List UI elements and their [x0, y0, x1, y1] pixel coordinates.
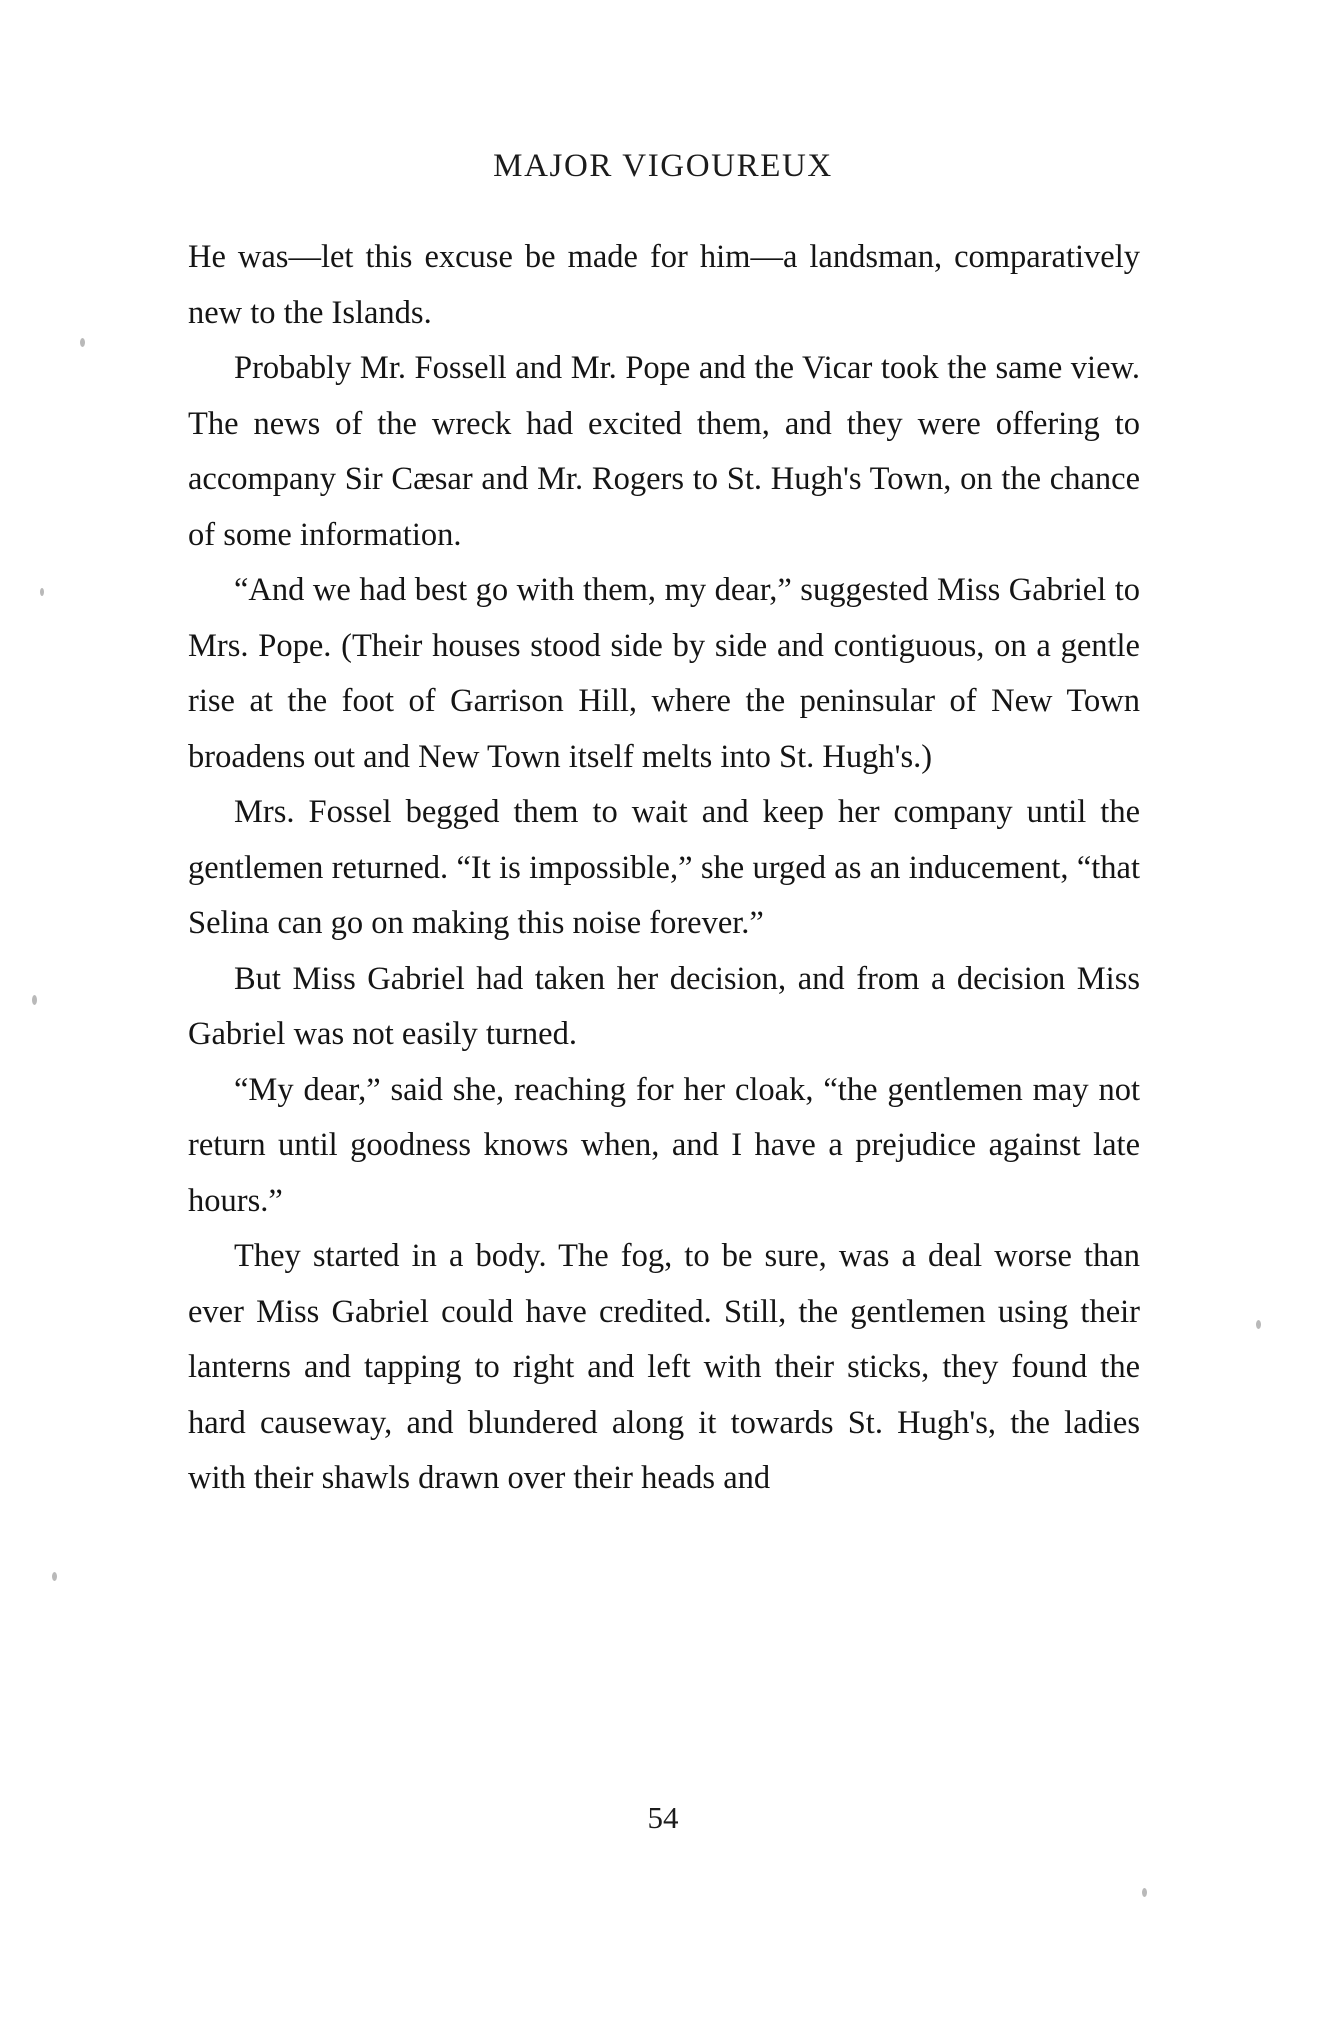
- paragraph: “And we had best go with them, my dear,” suggested Miss Gabriel to Mrs. Pope. (Their houses stood side by side and contiguous, on a gentle rise at the foot of Garrison Hill, where the peninsular of New Town broadens out and New Town itself melts into St. Hugh's.): [188, 572, 1140, 775]
- paragraph: He was—let this excuse be made for him—a landsman, comparatively new to the Islands.: [188, 239, 1140, 331]
- scan-speck: [40, 588, 44, 596]
- scan-speck: [1142, 1888, 1147, 1897]
- paragraph: Mrs. Fossel begged them to wait and keep her company until the gentlemen returned. “It is impossible,” she urged as an inducement, “that Selina can go on making this noise forever.”: [188, 794, 1140, 941]
- scan-speck: [80, 338, 85, 347]
- paragraph: But Miss Gabriel had taken her decision, and from a decision Miss Gabriel was not easily turned.: [188, 960, 1140, 1052]
- paragraph: They started in a body. The fog, to be sure, was a deal worse than ever Miss Gabriel could have credited. Still, the gentlemen using their lanterns and tapping to right and left with their sticks, they found the hard causeway, and blundered along it towards St. Hugh's, the ladies with their shawls drawn over their heads and: [188, 1238, 1140, 1496]
- running-head: MAJOR VIGOUREUX: [493, 148, 833, 184]
- scan-speck: [32, 995, 37, 1005]
- scan-speck: [1256, 1320, 1261, 1329]
- scan-speck: [52, 1572, 57, 1581]
- paragraph: Probably Mr. Fossell and Mr. Pope and the Vicar took the same view. The news of the wreck had excited them, and they were offering to accompany Sir Cæsar and Mr. Rogers to St. Hugh's Town, on the chance of some information.: [188, 350, 1140, 553]
- page-number: 54: [647, 1800, 679, 1835]
- page-body: [188, 230, 1140, 1507]
- paragraph: “My dear,” said she, reaching for her cloak, “the gentlemen may not return until goodness knows when, and I have a prejudice against late hours.”: [188, 1071, 1140, 1219]
